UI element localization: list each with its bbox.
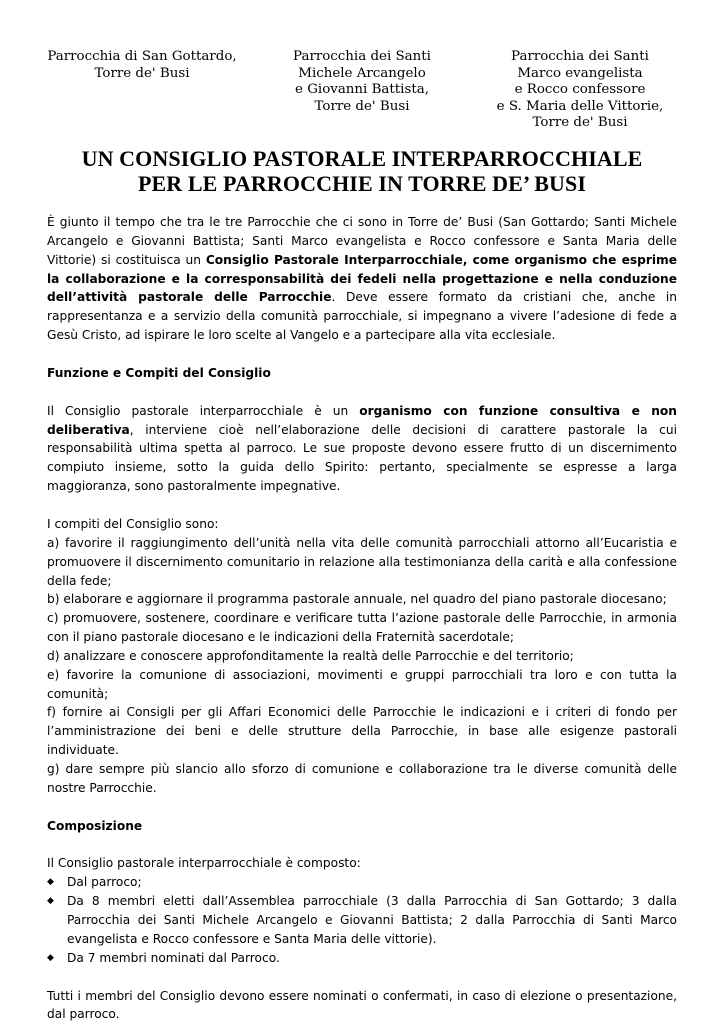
header-parish-santi-marco-rocco — [478, 49, 682, 132]
functions-emphasis: organismo con funzione consultiva e non deliberativa — [47, 403, 677, 437]
header-line: Parrocchia di San Gottardo, — [47, 49, 237, 64]
header-line: Torre de' Busi — [94, 65, 190, 81]
list-item-text: Da 8 membri eletti dall’Assemblea parrocchiale (3 dalla Parrocchia di San Gottardo; 3 dalla Parrocchia dei Santi Michele Arcangelo e Giovanni Battista; 2 dalla Parrocchia di Santi Marco evangelista e Rocco confessore e Santa Maria delle vittorie). — [67, 894, 677, 946]
diamond-bullet-icon: ◆ — [47, 896, 54, 907]
header-parish-san-gottardo — [40, 49, 244, 82]
task-item-g: g) dare sempre più slancio allo sforzo di comunione e collaborazione tra le diverse comunità delle nostre Parrocchie. — [47, 761, 677, 795]
list-item — [47, 949, 677, 968]
header-line: Parrocchia dei Santi — [293, 49, 431, 64]
list-item-text: Da 7 membri nominati dal Parroco. — [67, 950, 280, 965]
title-line-1: UN CONSIGLIO PASTORALE INTERPARROCCHIALE — [81, 146, 643, 171]
task-item-d: d) analizzare e conoscere approfonditamente la realtà delle Parrocchie e del territorio; — [47, 648, 574, 663]
header-line: Parrocchia dei Santi — [511, 49, 649, 64]
functions-text-end: , interviene cioè nell’elaborazione delle decisioni di carattere pastorale la cui responsabilità ultima spetta al parroco. Le sue proposte devono essere frutto di un discernimento compiuto insieme, sotto la guida dello Spirito: pertanto, specialmente se espresse a larga maggioranza, sono pastoralmente impegnative. — [47, 422, 677, 494]
header-parish-santi-michele-giovanni — [260, 49, 464, 115]
title-line-2: PER LE PARROCCHIE IN TORRE DE’ BUSI — [137, 171, 587, 196]
functions-paragraph — [47, 402, 677, 496]
functions-text: Il Consiglio pastorale interparrocchiale è un — [47, 403, 360, 418]
intro-emphasis-council: Consiglio Pastorale Interparrocchiale — [205, 252, 463, 267]
header-line: e Giovanni Battista, — [295, 82, 429, 98]
intro-text-end: . Deve essere formato da cristiani che, anche in rappresentanza e a servizio della comunità parrocchiale, si impegnano a vivere l’adesione di fede a Gesù Cristo, ad ispirare le loro scelte al Vangelo e a partecipare alla vita ecclesiale. — [47, 290, 677, 343]
list-item-text: Dal parroco; — [67, 875, 142, 890]
diamond-bullet-icon: ◆ — [47, 952, 54, 963]
intro-text: È giunto il tempo che tra le tre Parrocchie che ci sono in Torre de’ Busi (San Gottardo; Santi Michele Arcangelo e Giovanni Battista; Santi Marco evangelista e Rocco confessore e Santa Maria delle Vittorie) si costituisca un — [47, 215, 677, 267]
intro-paragraph — [47, 213, 677, 345]
intro-emphasis-purpose: , come organismo che esprime la collaborazione e la corresponsabilità dei fedeli nella progettazione e nella conduzione dell’attività pastorale delle Parrocchie — [47, 252, 677, 305]
list-item — [47, 892, 677, 949]
header-line: Michele Arcangelo — [298, 65, 426, 81]
section-heading-functions: Funzione e Compiti del Consiglio — [47, 365, 271, 380]
header-line: Marco evangelista — [517, 65, 643, 81]
task-item-f: f) fornire ai Consigli per gli Affari Economici delle Parrocchie le indicazioni e i criteri di fondo per l’amministrazione dei beni e delle strutture della Parrocchie, in base alle esigenze pastorali individuate. — [47, 705, 677, 758]
task-item-e: e) favorire la comunione di associazioni, movimenti e gruppi parrocchiali tra loro e con tutta la comunità; — [47, 667, 677, 701]
composition-list — [47, 873, 677, 967]
header-line: e S. Maria delle Vittorie, — [496, 98, 664, 114]
diamond-bullet-icon: ◆ — [47, 877, 54, 888]
list-item — [47, 873, 677, 892]
document-title — [40, 146, 684, 196]
document-body — [47, 213, 677, 1024]
header-line: Torre de' Busi — [314, 98, 410, 114]
composition-closing: Tutti i membri del Consiglio devono essere nominati o confermati, in caso di elezione o presentazione, dal parroco. — [47, 988, 677, 1022]
task-item-b: b) elaborare e aggiornare il programma pastorale annuale, nel quadro del piano pastorale diocesano; — [47, 592, 667, 607]
section-heading-composition: Composizione — [47, 818, 143, 833]
tasks-intro: I compiti del Consiglio sono: — [47, 516, 219, 531]
header-line: e Rocco confessore — [514, 82, 646, 98]
composition-intro: Il Consiglio pastorale interparrocchiale è composto: — [47, 856, 361, 871]
task-item-a: a) favorire il raggiungimento dell’unità nella vita delle comunità parrocchiali attorno all’Eucaristia e promuovere il discernimento comunitario in relazione alla testimonianza della carità e alla confessione della fede; — [47, 535, 677, 588]
task-item-c: c) promuovere, sostenere, coordinare e verificare tutta l’azione pastorale delle Parrocchie, in armonia con il piano pastorale diocesano e le indicazioni della Fraternità sacerdotale; — [47, 611, 677, 645]
header-line: Torre de' Busi — [532, 115, 628, 131]
